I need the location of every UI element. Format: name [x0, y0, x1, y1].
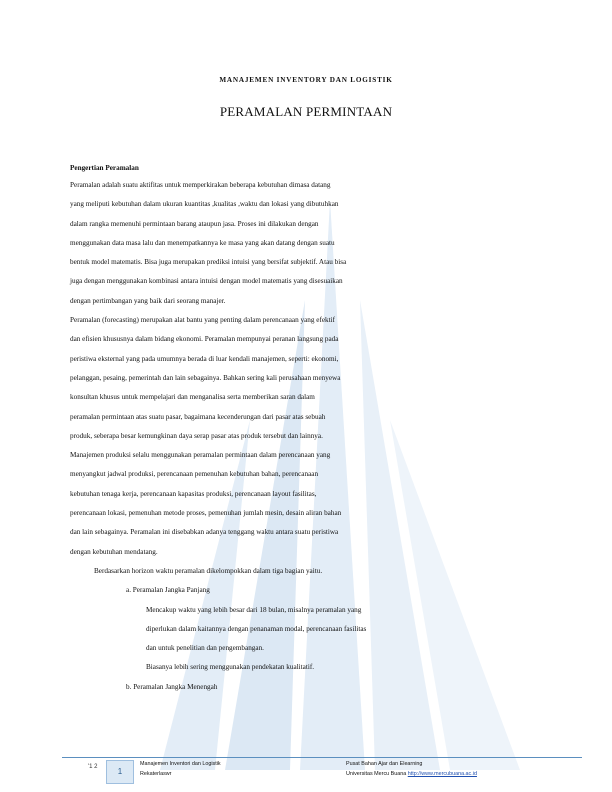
footer-university-name: Universitas Mercu Buana: [346, 771, 407, 777]
page-label: '1 2: [88, 764, 98, 770]
page-number: 1: [106, 760, 134, 784]
text-line: dalam rangka memenuhi permintaan barang ataupun jasa. Proses ini dilakukan dengan: [70, 219, 319, 228]
text-line: bentuk model matematis. Bisa juga merupakan prediksi intuisi yang bersifat subjektif. Atau bisa: [70, 258, 347, 267]
footer-center-block: [346, 759, 477, 779]
item-a-line: dan untuk penelitian dan pengembangan.: [146, 644, 264, 653]
text-line: menggunakan data masa lalu dan menempatkannya ke masa yang akan datang dengan suatu: [70, 238, 335, 247]
footer-course-block: [140, 759, 221, 779]
item-a-line: diperlukan dalam kaitannya dengan penanaman modal, perencanaan fasilitas: [146, 624, 367, 633]
text-line: Peramalan (forecasting) merupakan alat bantu yang penting dalam perencanaan yang efektif: [70, 316, 336, 325]
footer-rule: [62, 757, 582, 758]
body-text: [70, 176, 550, 697]
text-line: perencanaan lokasi, pemenuhan metode proses, pemenuhan jumlah mesin, desain aliran bahan: [70, 509, 342, 518]
footer-url-link[interactable]: http://www.mercubuana.ac.id: [407, 771, 477, 777]
footer-course: Manajemen Inventori dan Logistik: [140, 761, 221, 767]
page-footer: [0, 752, 612, 792]
text-line: juga dengan menggunakan kombinasi antara intuisi dengan model matematis yang disesuaikan: [70, 277, 343, 286]
text-line: Peramalan adalah suatu aktifitas untuk memperkirakan beberapa kebutuhan dimasa datang: [70, 181, 331, 189]
horizon-intro: Berdasarkan horizon waktu peramalan dikelompokkan dalam tiga bagian yaitu.: [94, 566, 323, 575]
text-line: konsultan khusus untuk mempelajari dan menganalisa serta memberikan saran dalam: [70, 393, 315, 402]
item-b-title: b. Peramalan Jangka Menengah: [126, 682, 218, 691]
text-line: yang meliputi kebutuhan dalam ukuran kuantitas ,kualitas ,waktu dan lokasi yang dibutuhkan: [70, 200, 339, 209]
text-line: produk, seberapa besar kemungkinan daya serap pasar atas produk tersebut dan lainnya.: [70, 431, 323, 440]
footer-university: [346, 769, 477, 779]
text-line: menyangkut jadwal produksi, perencanaan pemenuhan kebutuhan bahan, perencanaan: [70, 470, 319, 479]
text-line: dan efisien khususnya dalam bidang ekonomi. Peramalan mempunyai peranan langsung pada: [70, 335, 339, 344]
text-line: Manajemen produksi selalu menggunakan peramalan permintaan dalam perencanaan yang: [70, 451, 331, 460]
text-line: peramalan permintaan atas suatu pasar, bagaimana kecenderungan dari pasar atas sebuah: [70, 412, 326, 421]
footer-author: Rekaterlaswr: [140, 771, 172, 777]
text-line: dan lain sebagainya. Peramalan ini disebabkan adanya tenggang waktu antara suatu peristiwa: [70, 528, 339, 537]
section-heading: Pengertian Peramalan: [70, 164, 139, 172]
item-a-title: a. Peramalan Jangka Panjang: [126, 586, 210, 595]
text-line: dengan kebutuhan mendatang.: [70, 547, 158, 556]
page-title: PERAMALAN PERMINTAAN: [219, 104, 393, 119]
text-line: pelanggan, pesaing, pemerintah dan lain sebagainya. Bahkan sering kali perusahaan menyewa: [70, 373, 341, 382]
text-line: kebutuhan tenaga kerja, perencanaan kapasitas produksi, perencanaan layout fasilitas,: [70, 489, 317, 498]
item-a-line: Biasanya lebih sering menggunakan pendekatan kualitatif.: [146, 663, 315, 672]
text-line: peristiwa eksternal yang pada umumnya berada di luar kendali manajemen, seperti: ekonomi,: [70, 354, 339, 363]
course-header: MANAJEMEN INVENTORY DAN LOGISTIK: [219, 76, 393, 84]
text-line: dengan pertimbangan yang baik dari seorang manajer.: [70, 296, 226, 305]
footer-center-name: Pusat Bahan Ajar dan Elearning: [346, 761, 423, 767]
item-a-line: Mencakup waktu yang lebih besar dari 18 bulan, misalnya peramalan yang: [146, 605, 362, 614]
